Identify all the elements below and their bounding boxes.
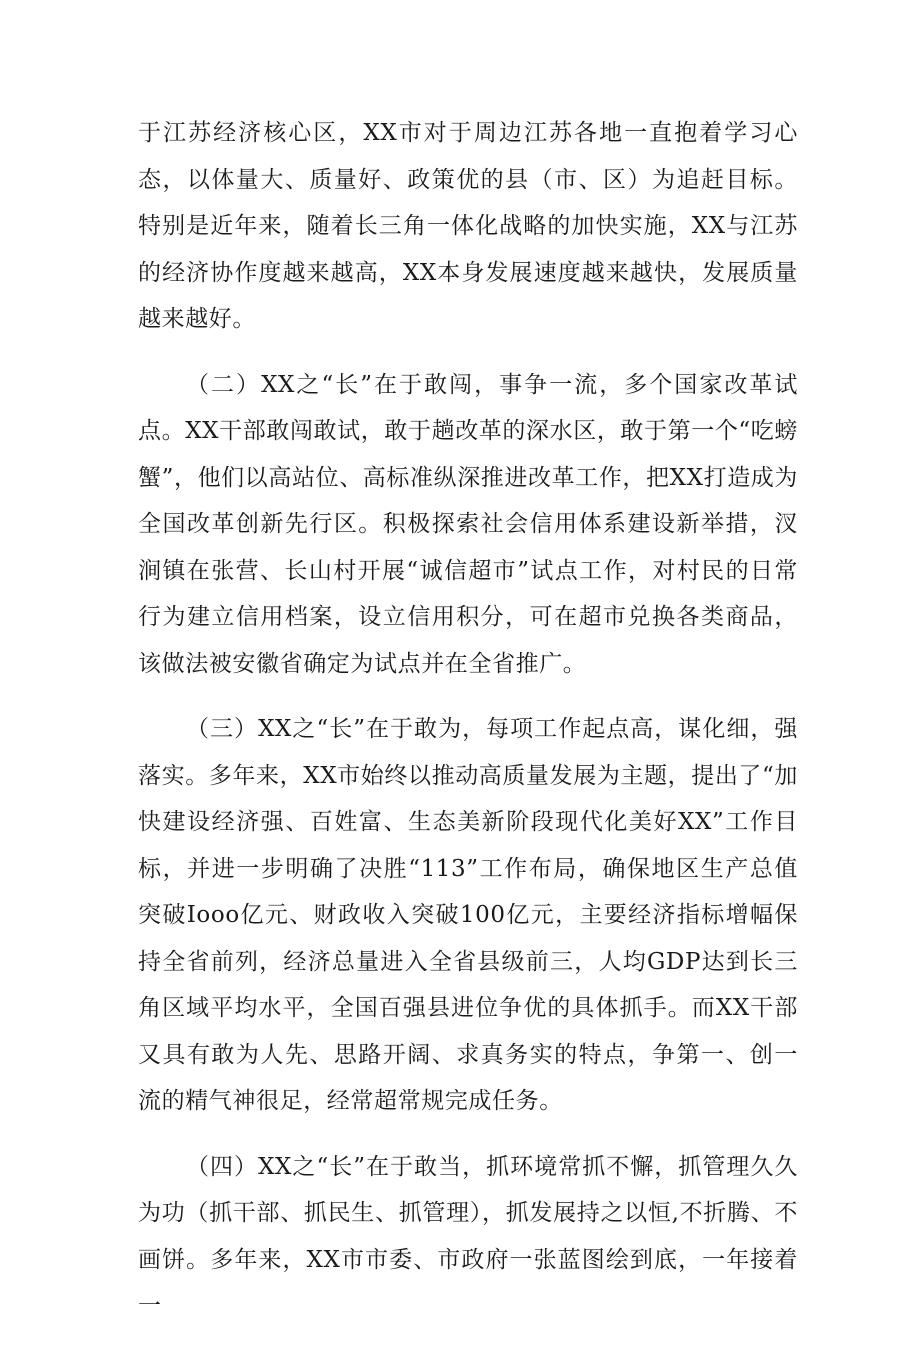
document-body — [138, 110, 798, 1349]
paragraph-section-3: （三）XX之“长”在于敢为，每项工作起点高，谋化细，强落实。多年来，XX市始终以推动高质量发展为主题，提出了“加快建设经济强、百姓富、生态美新阶段现代化美好XX”工作目标，并进一步明确了决胜“113”工作布局，确保地区生产总值突破Iooo亿元、财政收入突破100亿元，主要经济指标增幅保持全省前列，经济总量进入全省县级前三，人均GDP达到长三角区域平均水平，全国百强县进位争优的具体抓手。而XX干部又具有敢为人先、思路开阔、求真务实的特点，争第一、创一流的精气神很足，经常超常规完成任务。 — [138, 716, 798, 1114]
paragraph-intro-continuation: 于江苏经济核心区，XX市对于周边江苏各地一直抱着学习心态，以体量大、质量好、政策优的县（市、区）为追赶目标。特别是近年来，随着长三角一体化战略的加快实施，XX与江苏的经济协作度越来越高，XX本身发展速度越来越快，发展质量越来越好。 — [138, 120, 798, 332]
paragraph-section-2: （二）XX之“长”在于敢闯，事争一流，多个国家改革试点。XX干部敢闯敢试，敢于趟改革的深水区，敢于第一个“吃螃蟹”，他们以高站位、高标准纵深推进改革工作，把XX打造成为全国改革创新先行区。积极探索社会信用体系建设新举措，汊涧镇在张营、长山村开展“诚信超市”试点工作，对村民的日常行为建立信用档案，设立信用积分，可在超市兑换各类商品，该做法被安徽省确定为试点并在全省推广。 — [138, 371, 798, 677]
paragraph-section-4: （四）XX之“长”在于敢当，抓环境常抓不懈，抓管理久久为功（抓干部、抓民生、抓管理），抓发展持之以恒,不折腾、不画饼。多年来，XX市市委、市政府一张蓝图绘到底，一年接着一 — [138, 1153, 798, 1319]
